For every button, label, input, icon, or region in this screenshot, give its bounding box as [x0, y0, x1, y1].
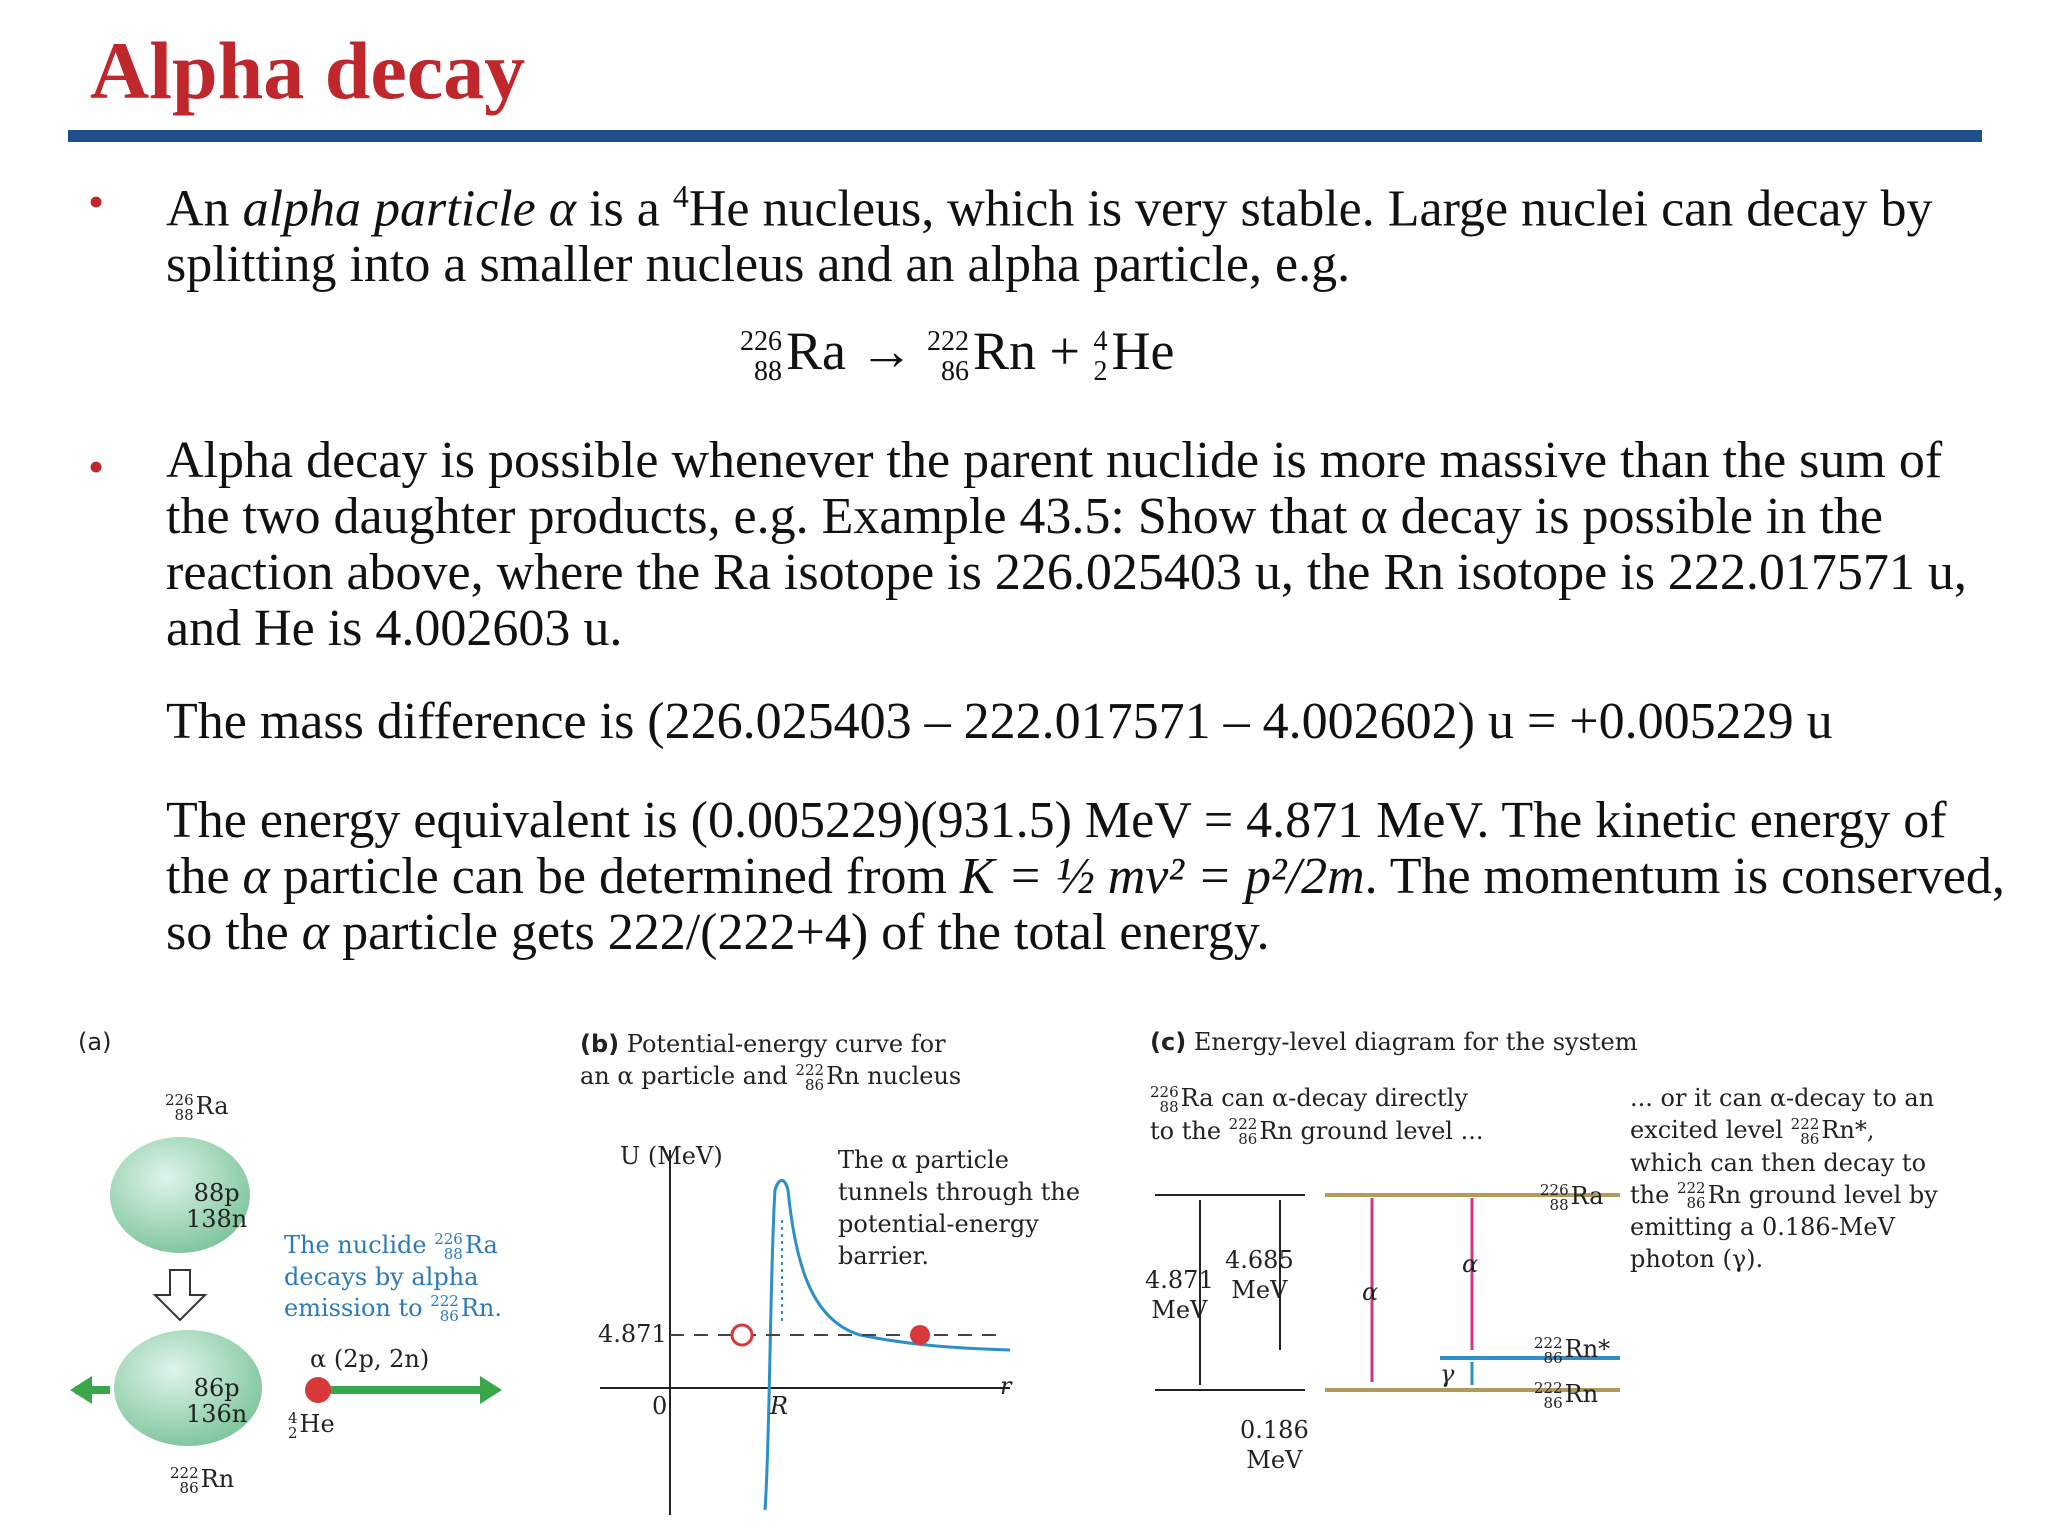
tunneling-note: The α particle tunnels through the potential-energy barrier.	[838, 1146, 1081, 1270]
slide-title: Alpha decay	[90, 25, 526, 116]
paragraph-alpha-particle: An alpha particle α is a $^4$He nucleus, which is very stable. Large nuclei can decay by splitting into a smaller nucleus and an alpha particle, e.g.	[166, 178, 1933, 294]
figure-b: (b) Potential-energy curve for an α particle and 222 86 Rn nucleus U (MeV) 4.871 0 R r The α particle tunnels through the potential-energy barrier.	[570, 1020, 1100, 1520]
decay-arrow	[155, 1270, 205, 1320]
paragraph-mass-difference: The mass difference is (226.025403 – 222.017571 – 4.002602) u = +0.005229 u	[166, 693, 1833, 750]
figure-a-caption: The nuclide 226 88 Ra decays by alpha emission to 222 86 Rn.	[284, 1229, 503, 1325]
escaping-alpha	[910, 1325, 930, 1345]
bullet-1: •	[88, 176, 105, 227]
incoming-alpha	[732, 1325, 752, 1345]
title-underline	[68, 130, 1982, 142]
parent-nuclide-label: 226 88 Ra	[165, 1090, 229, 1124]
decay-equation: 226 88 Ra → 222 86 Rn + 4 2 He	[740, 321, 1175, 387]
bullet-2: •	[88, 441, 105, 492]
paragraph-energy-equivalent: The energy equivalent is (0.005229)(931.5) MeV = 4.871 MeV. The kinetic energy of the α particle can be determined from K = ½ mv² = p²/2m. The momentum is conserved, so the α particle gets 222/(222+4) of the total energy.	[166, 792, 2005, 961]
paragraph-alpha-decay-condition: Alpha decay is possible whenever the parent nuclide is more massive than the sum of the two daughter products, e.g. Example 43.5: Show that α decay is possible in the reaction above, where the Ra isotope is 226.025403 u, the Rn isotope is 222.017571 u, and He is 4.002603 u.	[166, 432, 1967, 657]
figure-a: (a) 226 88 Ra 88p 138n 86p 136n The nuclide 226 88 Ra decays by alpha emission to 222 86 Rn. α (2p, 2n) 4 2 He 222 86 Rn	[70, 1020, 570, 1520]
figure-c: (c) Energy-level diagram for the system 226 88 Ra can α-decay directly to the 222 86 Rn ground level ... ... or it can α-decay to an excited level 222 86 Rn*, which can then decay to the 222 86 Rn ground level by emitting a 0.186-MeV photon (γ). 4.871 MeV 4.685 MeV 0.186 MeV α α γ 226 88 Ra 222 86 Rn* 222 86 Rn	[1140, 1020, 2020, 1520]
alpha-particle	[305, 1377, 331, 1403]
excited-decay-note: ... or it can α-decay to an excited level 222 86 Rn*, which can then decay to the 222 86 Rn ground level by emitting a 0.186-MeV photon (γ).	[1630, 1084, 1938, 1273]
direct-decay-note: 226 88 Ra can α-decay directly to the 222 86 Rn ground level ...	[1150, 1082, 1484, 1148]
